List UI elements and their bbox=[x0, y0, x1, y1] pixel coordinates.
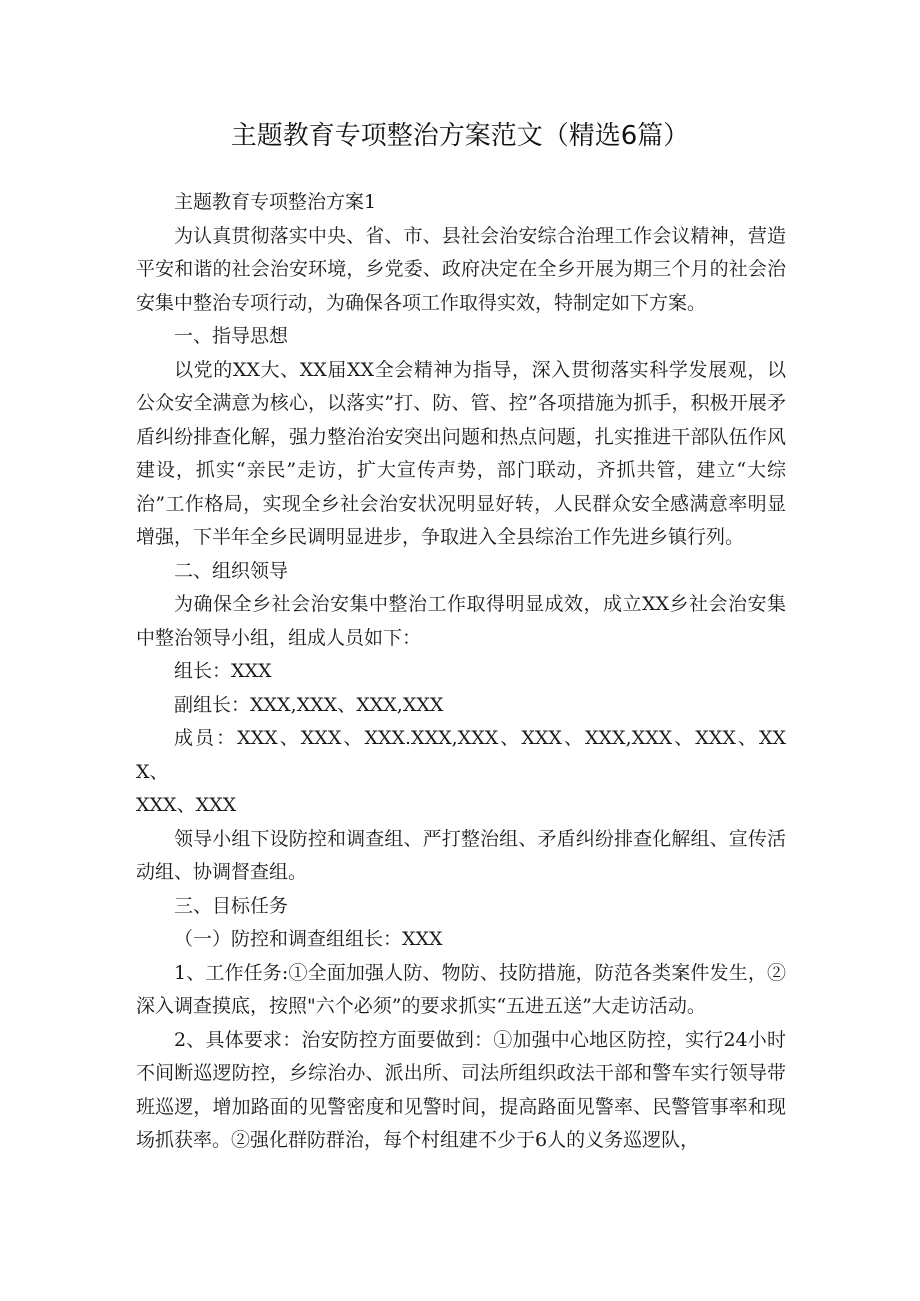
section-heading: 三、目标任务 bbox=[174, 894, 289, 917]
deputy-leader-line: 副组长：XXX,XXX、XXX,XXX bbox=[174, 693, 444, 716]
guiding-ideology-paragraph: 以党的XX大、XX届XX全会精神为指导，深入贯彻落实科学发展观，以公众安全满意为核心，以落实”打、防、管、控”各项措施为抓手，积极开展矛盾纠纷排查化解，强力整治治安突出问题和热点问题，扎实推进干部队伍作风建设，抓实“亲民”走访，扩大宣传声势，部门联动，齐抓共管，建立“大综治”工作格局，实现全乡社会治安状况明显好转，人民群众安全感满意率明显增强，下半年全乡民调明显进步，争取进入全县综治工作先进乡镇行列。 bbox=[136, 358, 786, 548]
document-title: 主题教育专项整治方案范文（精选6篇） bbox=[230, 121, 690, 151]
subsection-heading: （一）防控和调查组组长：XXX bbox=[174, 928, 443, 950]
document-body bbox=[136, 186, 786, 1158]
organization-paragraph: 为确保全乡社会治安集中整治工作取得明显成效，成立XX乡社会治安集中整治领导小组，组成人员如下： bbox=[136, 593, 786, 649]
intro-paragraph: 为认真贯彻落实中央、省、市、县社会治安综合治理工作会议精神，营造平安和谐的社会治安环境，乡党委、政府决定在全乡开展为期三个月的社会治安集中整治专项行动，为确保各项工作取得实效，特制定如下方案。 bbox=[136, 224, 786, 314]
subgroups-paragraph: 领导小组下设防控和调查组、严打整治组、矛盾纠纷排查化解组、宣传活动组、协调督查组。 bbox=[136, 827, 786, 883]
members-line-continued: XXX、XXX bbox=[136, 794, 237, 816]
members-line: 成员：XXX、XXX、XXX.XXX,XXX、XXX、XXX,XXX、XXX、XXX、 bbox=[136, 727, 786, 783]
section-heading: 主题教育专项整治方案1 bbox=[174, 191, 377, 213]
group-leader-line: 组长：XXX bbox=[174, 660, 272, 682]
work-tasks-paragraph: 1、工作任务:①全面加强人防、物防、技防措施，防范各类案件发生，②深入调查摸底，按照"六个必须”的要求抓实“五进五送”大走访活动。 bbox=[136, 961, 786, 1017]
requirements-paragraph: 2、具体要求：治安防控方面要做到：①加强中心地区防控，实行24小时不间断巡逻防控，乡综治办、派出所、司法所组织政法干部和警车实行领导带班巡逻，增加路面的见警密度和见警时间，提高路面见警率、民警管事率和现场抓获率。②强化群防群治，每个村组建不少于6人的义务巡逻队， bbox=[136, 1028, 786, 1151]
section-heading: 二、组织领导 bbox=[174, 559, 289, 582]
section-heading: 一、指导思想 bbox=[174, 325, 289, 347]
